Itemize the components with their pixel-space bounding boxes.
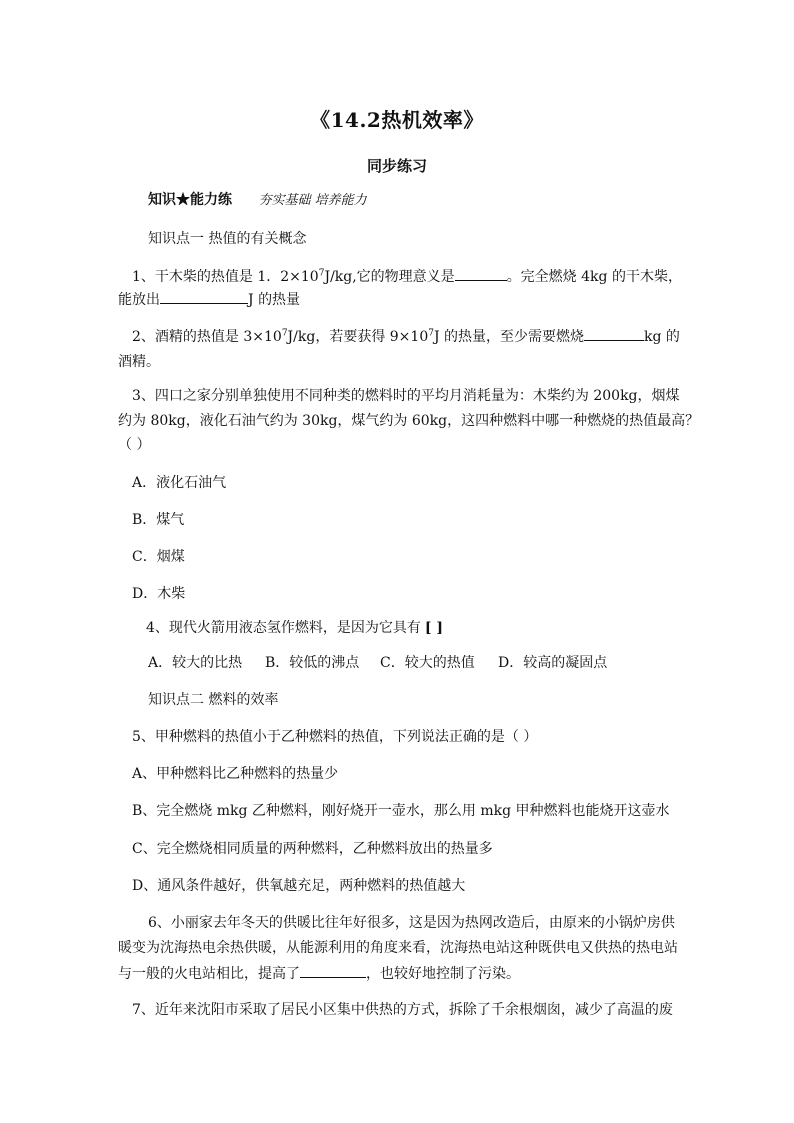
q1-text-c: 。完全燃烧 4kg 的干木柴， bbox=[506, 269, 682, 285]
question-3-line-1: 3、四口之家分别单独使用不同种类的燃料时的平均月消耗量为：木柴约为 200kg，烟煤 bbox=[132, 388, 680, 404]
section-heading-1: 知识点一 热值的有关概念 bbox=[148, 231, 307, 247]
q3-option-d[interactable]: D．木柴 bbox=[132, 586, 186, 602]
q3-option-c[interactable]: C．烟煤 bbox=[132, 549, 185, 565]
q6-text-b: ，也较好地控制了污染。 bbox=[366, 966, 520, 982]
question-4-stem bbox=[146, 618, 443, 638]
q1-answer-blank-1[interactable] bbox=[455, 266, 507, 281]
q5-option-d[interactable]: D、通风条件越好，供氧越充足，两种燃料的热值越大 bbox=[132, 878, 466, 894]
q1-exponent: 7 bbox=[318, 268, 325, 279]
q2-text-c: J 的热量，至少需要燃烧 bbox=[433, 329, 585, 345]
q4-text: 4、现代火箭用液态氢作燃料，是因为它具有 bbox=[146, 620, 421, 636]
q1-text-e: J 的热量 bbox=[248, 292, 301, 308]
q3-option-b[interactable]: B．煤气 bbox=[132, 512, 185, 528]
q5-option-a[interactable]: A、甲种燃料比乙种燃料的热量少 bbox=[132, 766, 339, 782]
q4-option-c[interactable]: C．较大的热值 bbox=[380, 655, 475, 671]
q1-answer-blank-2[interactable] bbox=[160, 289, 248, 304]
question-6-line-3 bbox=[118, 963, 520, 984]
question-5-stem: 5、甲种燃料的热值小于乙种燃料的热值，下列说法正确的是（ ） bbox=[132, 729, 538, 745]
banner-slogan: 夯实基础 培养能力 bbox=[258, 193, 367, 208]
q4-option-b[interactable]: B．较低的沸点 bbox=[265, 655, 360, 671]
q1-text-b: J/kg,它的物理意义是 bbox=[324, 269, 455, 285]
q2-exponent-1: 7 bbox=[281, 328, 288, 339]
question-2-line-1 bbox=[132, 326, 680, 347]
q2-text-a: 2、酒精的热值是 3×10 bbox=[132, 329, 282, 345]
question-1-line-1 bbox=[132, 266, 682, 287]
q6-answer-blank[interactable] bbox=[300, 963, 366, 978]
q1-text-a: 1、干木柴的热值是 1．2×10 bbox=[132, 269, 319, 285]
section-heading-2: 知识点二 燃料的效率 bbox=[148, 692, 279, 708]
page-title: 《14.2热机效率》 bbox=[310, 108, 484, 132]
q4-option-a[interactable]: A．较大的比热 bbox=[148, 655, 243, 671]
question-6-line-1: 6、小丽家去年冬天的供暖比往年好很多，这是因为热网改造后，由原来的小锅炉房供 bbox=[148, 915, 675, 931]
q5-option-c[interactable]: C、完全燃烧相同质量的两种燃料，乙种燃料放出的热量多 bbox=[132, 841, 493, 857]
q2-exponent-2: 7 bbox=[428, 328, 434, 339]
q3-option-a[interactable]: A．液化石油气 bbox=[132, 475, 227, 491]
page-subtitle: 同步练习 bbox=[366, 157, 427, 175]
question-6-line-2: 暖变为沈海热电余热供暖，从能源利用的角度来看，沈海热电站这种既供电又供热的热电站 bbox=[118, 940, 678, 956]
question-3-line-2: 约为 80kg，液化石油气约为 30kg，煤气约为 60kg，这四种燃料中哪一种燃烧的热值最高？ bbox=[118, 413, 700, 429]
q5-option-b[interactable]: B、完全燃烧 mkg 乙种燃料，刚好烧开一壶水，那么用 mkg 甲种燃料也能烧开这壶水 bbox=[132, 803, 670, 819]
q6-text-a: 与一般的火电站相比，提高了 bbox=[118, 966, 300, 982]
q2-answer-blank[interactable] bbox=[584, 326, 644, 341]
q1-text-d: 能放出 bbox=[118, 292, 160, 308]
banner-label: 知识★能力练 bbox=[148, 192, 232, 208]
q2-text-b: J/kg，若要获得 9×10 bbox=[287, 329, 429, 345]
q4-answer-bracket[interactable]: [ ] bbox=[424, 620, 444, 636]
question-7-line-1: 7、近年来沈阳市采取了居民小区集中供热的方式，拆除了千余根烟囱，减少了高温的废 bbox=[132, 1002, 673, 1018]
question-2-line-2: 酒精。 bbox=[118, 354, 160, 370]
question-3-line-3: （ ） bbox=[118, 437, 151, 453]
q2-text-d: kg 的 bbox=[644, 329, 680, 345]
banner bbox=[148, 190, 367, 211]
q4-option-d[interactable]: D．较高的凝固点 bbox=[498, 655, 608, 671]
question-1-line-2 bbox=[118, 289, 300, 310]
